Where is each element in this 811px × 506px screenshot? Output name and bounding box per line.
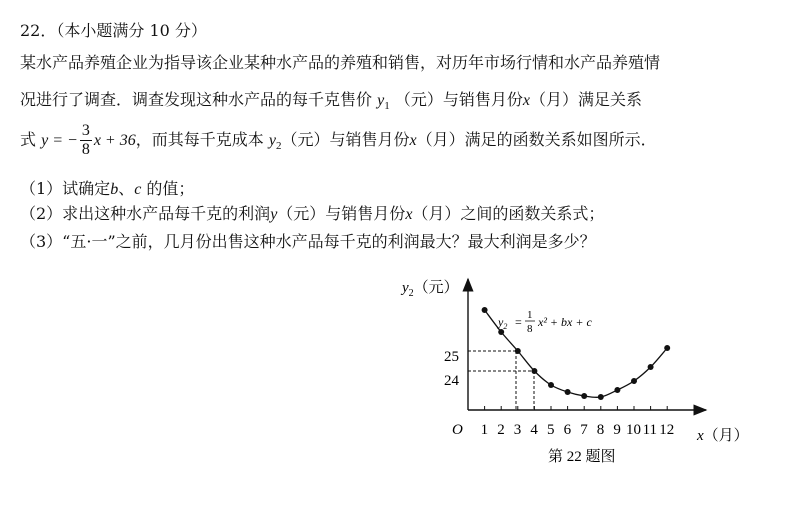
var-b: b [110,181,119,198]
question-2: （2）求出这种水产品每千克的利润y（元）与销售月份x（月）之间的函数关系式； [20,204,605,223]
x-axis-label: x（月） [697,426,749,444]
data-point-month-5 [548,382,554,388]
curve-formula [497,309,592,335]
line2-text-b: （元）与销售月份 [394,90,523,109]
data-point-month-4 [531,368,537,374]
x-tick-8: 8 [596,422,605,438]
line3-text-c: （元）与销售月份 [281,130,410,149]
fraction-3-8: $\frac{3}{8}$ [81,122,90,158]
data-point-month-8 [598,394,604,400]
var-x-2: x [409,132,417,149]
dashed-guides [468,351,534,410]
x-tick-9: 9 [613,422,621,438]
svg-text:x² + bx + c: x² + bx + c [538,315,592,329]
data-point-month-12 [664,345,670,351]
x-tick-6: 6 [563,422,572,438]
line3-text-d: （月）满足的函数关系如图所示． [416,130,657,149]
line2-text-a: 况进行了调查．调查发现这种水产品的每千克售价 [20,90,373,109]
var-x-3: x [405,206,413,223]
data-point-month-10 [631,378,637,384]
origin-label: O [452,422,463,438]
y-axis-label: $y_2$（元） [402,278,459,299]
x-tick-10: 10 [626,422,641,438]
var-c: c [134,181,142,198]
x-tick-1: 1 [480,422,489,438]
equation-y1-left: y = − [41,132,78,149]
svg-text:y2: $y_2$ [498,315,508,331]
svg-text:1: 1 [527,309,533,321]
data-point-month-3 [515,348,521,354]
data-point-month-6 [565,389,571,395]
equation-y1-right: x + 36 [93,132,136,149]
data-point-month-1 [482,307,488,313]
data-point-month-9 [614,387,620,393]
line3-text-a: 式 [20,130,37,149]
data-point-month-11 [648,364,654,370]
x-tick-2: 2 [497,422,505,438]
svg-text:8: 8 [527,323,533,335]
var-y1: $y_1$ [377,92,390,112]
x-tick-7: 7 [580,422,588,438]
y-tick-24: 24 [444,373,459,389]
x-tick-3: 3 [513,422,522,438]
line3-text-b: ，而其每千克成本 [135,130,264,149]
problem-line-1: 某水产品养殖企业为指导该企业某种水产品的养殖和销售，对历年市场行情和水产品养殖情 [20,53,661,72]
question-3: （3）“五·一”之前，几月份出售这种水产品每千克的利润最大？最大利润是多少？ [20,232,596,251]
x-tick-labels [481,406,675,438]
svg-text:=: = [515,315,522,329]
x-tick-12: 12 [659,422,675,438]
var-x: x [522,92,530,109]
var-y2: $y_2$ [268,132,282,152]
line2-text-c: （月）满足关系 [529,90,642,109]
x-tick-11: 11 [642,422,658,438]
data-point-month-7 [581,393,587,399]
figure-caption: 第 22 题图 [548,449,616,465]
problem-header: 22．（本小题满分 10 分） [20,21,207,40]
x-tick-4: 4 [530,422,538,438]
x-tick-5: 5 [547,422,555,438]
y-tick-25: 25 [444,349,459,365]
question-1: （1）试确定b、c 的值； [20,179,195,198]
var-y: y [270,206,278,223]
